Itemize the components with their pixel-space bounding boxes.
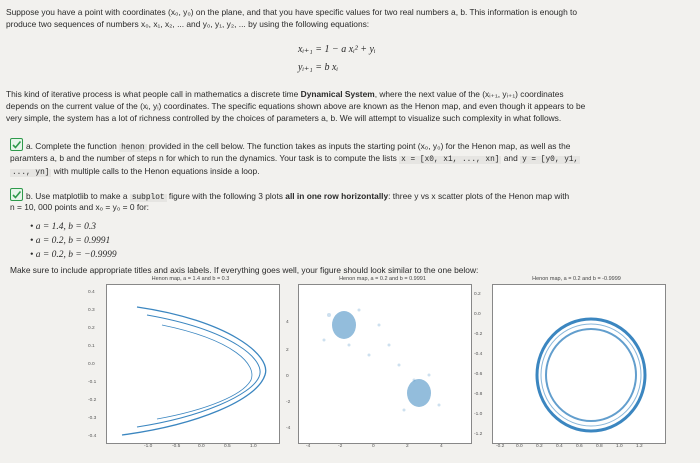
task-b-line-2: n = 10, 000 points and x₀ = y₀ = 0 for: xyxy=(10,202,149,212)
closing-text: Make sure to include appropriate titles and axis labels. If everything goes well, your figure should look similar to the one below: xyxy=(10,265,479,275)
equation-x: xᵢ₊₁ = 1 − a xᵢ² + yᵢ xyxy=(298,44,376,55)
checkmark-icon[interactable] xyxy=(10,138,23,151)
task-a-line-2: paramters a, b and the number of steps n for which to run the dynamics. Your task is to compute the lists x = [x0, x1, ..., xn] and y = [y0, y1, xyxy=(10,153,579,164)
dynamical-system-term: Dynamical System xyxy=(300,89,375,99)
para2-line-3: very simple, the system has a lot of richness controlled by the choices of parameters a, b. We will attempt to visualize such complexity in what follows. xyxy=(6,113,562,123)
task-a-line-3: ..., yn] with multiple calls to the Henon equations inside a loop. xyxy=(12,166,260,177)
task-b-line-1: b. Use matplotlib to make a subplot figure with the following 3 plots all in one row horizontally: three y vs x scatter plots of the Henon map with xyxy=(10,188,698,204)
task-a-line-1: a. Complete the function henon provided in the cell below. The function takes as inputs the starting point (x₀, y₀) for the Henon map, as well as the xyxy=(10,138,698,154)
checkmark-icon[interactable] xyxy=(10,188,23,201)
equation-y: yᵢ₊₁ = b xᵢ xyxy=(298,62,339,73)
henon-attractor-graphic xyxy=(107,285,279,443)
henon-ring-graphic xyxy=(493,285,665,443)
henon-code: henon xyxy=(121,144,145,152)
plot-area xyxy=(492,284,666,444)
intro-line-1: Suppose you have a point with coordinates (x₀, y₀) on the plane, and that you have specific values for two real numbers a, b. This information is enough to xyxy=(6,7,578,17)
plot-title: Henon map, a = 0.2 and b = -0.9999 xyxy=(532,276,621,282)
para2-line-1: This kind of iterative process is what people call in mathematics a discrete time Dynamical System, where the next value of the (xᵢ₊₁, yᵢ₊₁) coordinates xyxy=(6,89,564,99)
bullet-item-3: • a = 0.2, b = −0.9999 xyxy=(30,250,117,260)
plot-henon-3: Henon map, a = 0.2 and b = -0.9999 0.2 0.0 -0.2 -0.4 -0.6 -0.8 -1.0 -1.2 -0.2 0.0 0.2 0.4 0.6 0.8 1.0 1.2 xyxy=(474,276,679,461)
plot-title: Henon map, a = 1.4 and b = 0.3 xyxy=(151,276,230,282)
plot-area xyxy=(298,284,472,444)
plot-henon-2: Henon map, a = 0.2 and b = 0.9991 4 2 0 -2 -4 -4 -2 0 2 4 xyxy=(280,276,485,461)
intro-line-2: produce two sequences of numbers x₀, x₁, x₂, ... and y₀, y₁, y₂, ... by using the following equations: xyxy=(6,19,370,29)
plot-title: Henon map, a = 0.2 and b = 0.9991 xyxy=(339,276,426,282)
para2-line-2: depends on the current value of the (xᵢ, yᵢ) coordinates. The specific equations shown above are known as the Henon map, and even though it appears to be xyxy=(6,101,586,111)
bullet-item-2: • a = 0.2, b = 0.9991 xyxy=(30,236,111,246)
bullet-item-1: • a = 1.4, b = 0.3 xyxy=(30,222,97,232)
henon-scatter-graphic xyxy=(299,285,471,443)
plot-area xyxy=(106,284,280,444)
plot-henon-1: Henon map, a = 1.4 and b = 0.3 0.4 0.3 0.2 0.1 0.0 -0.1 -0.2 -0.3 -0.4 -1.0 -0.5 0.0 0.5 1.0 xyxy=(88,276,293,461)
